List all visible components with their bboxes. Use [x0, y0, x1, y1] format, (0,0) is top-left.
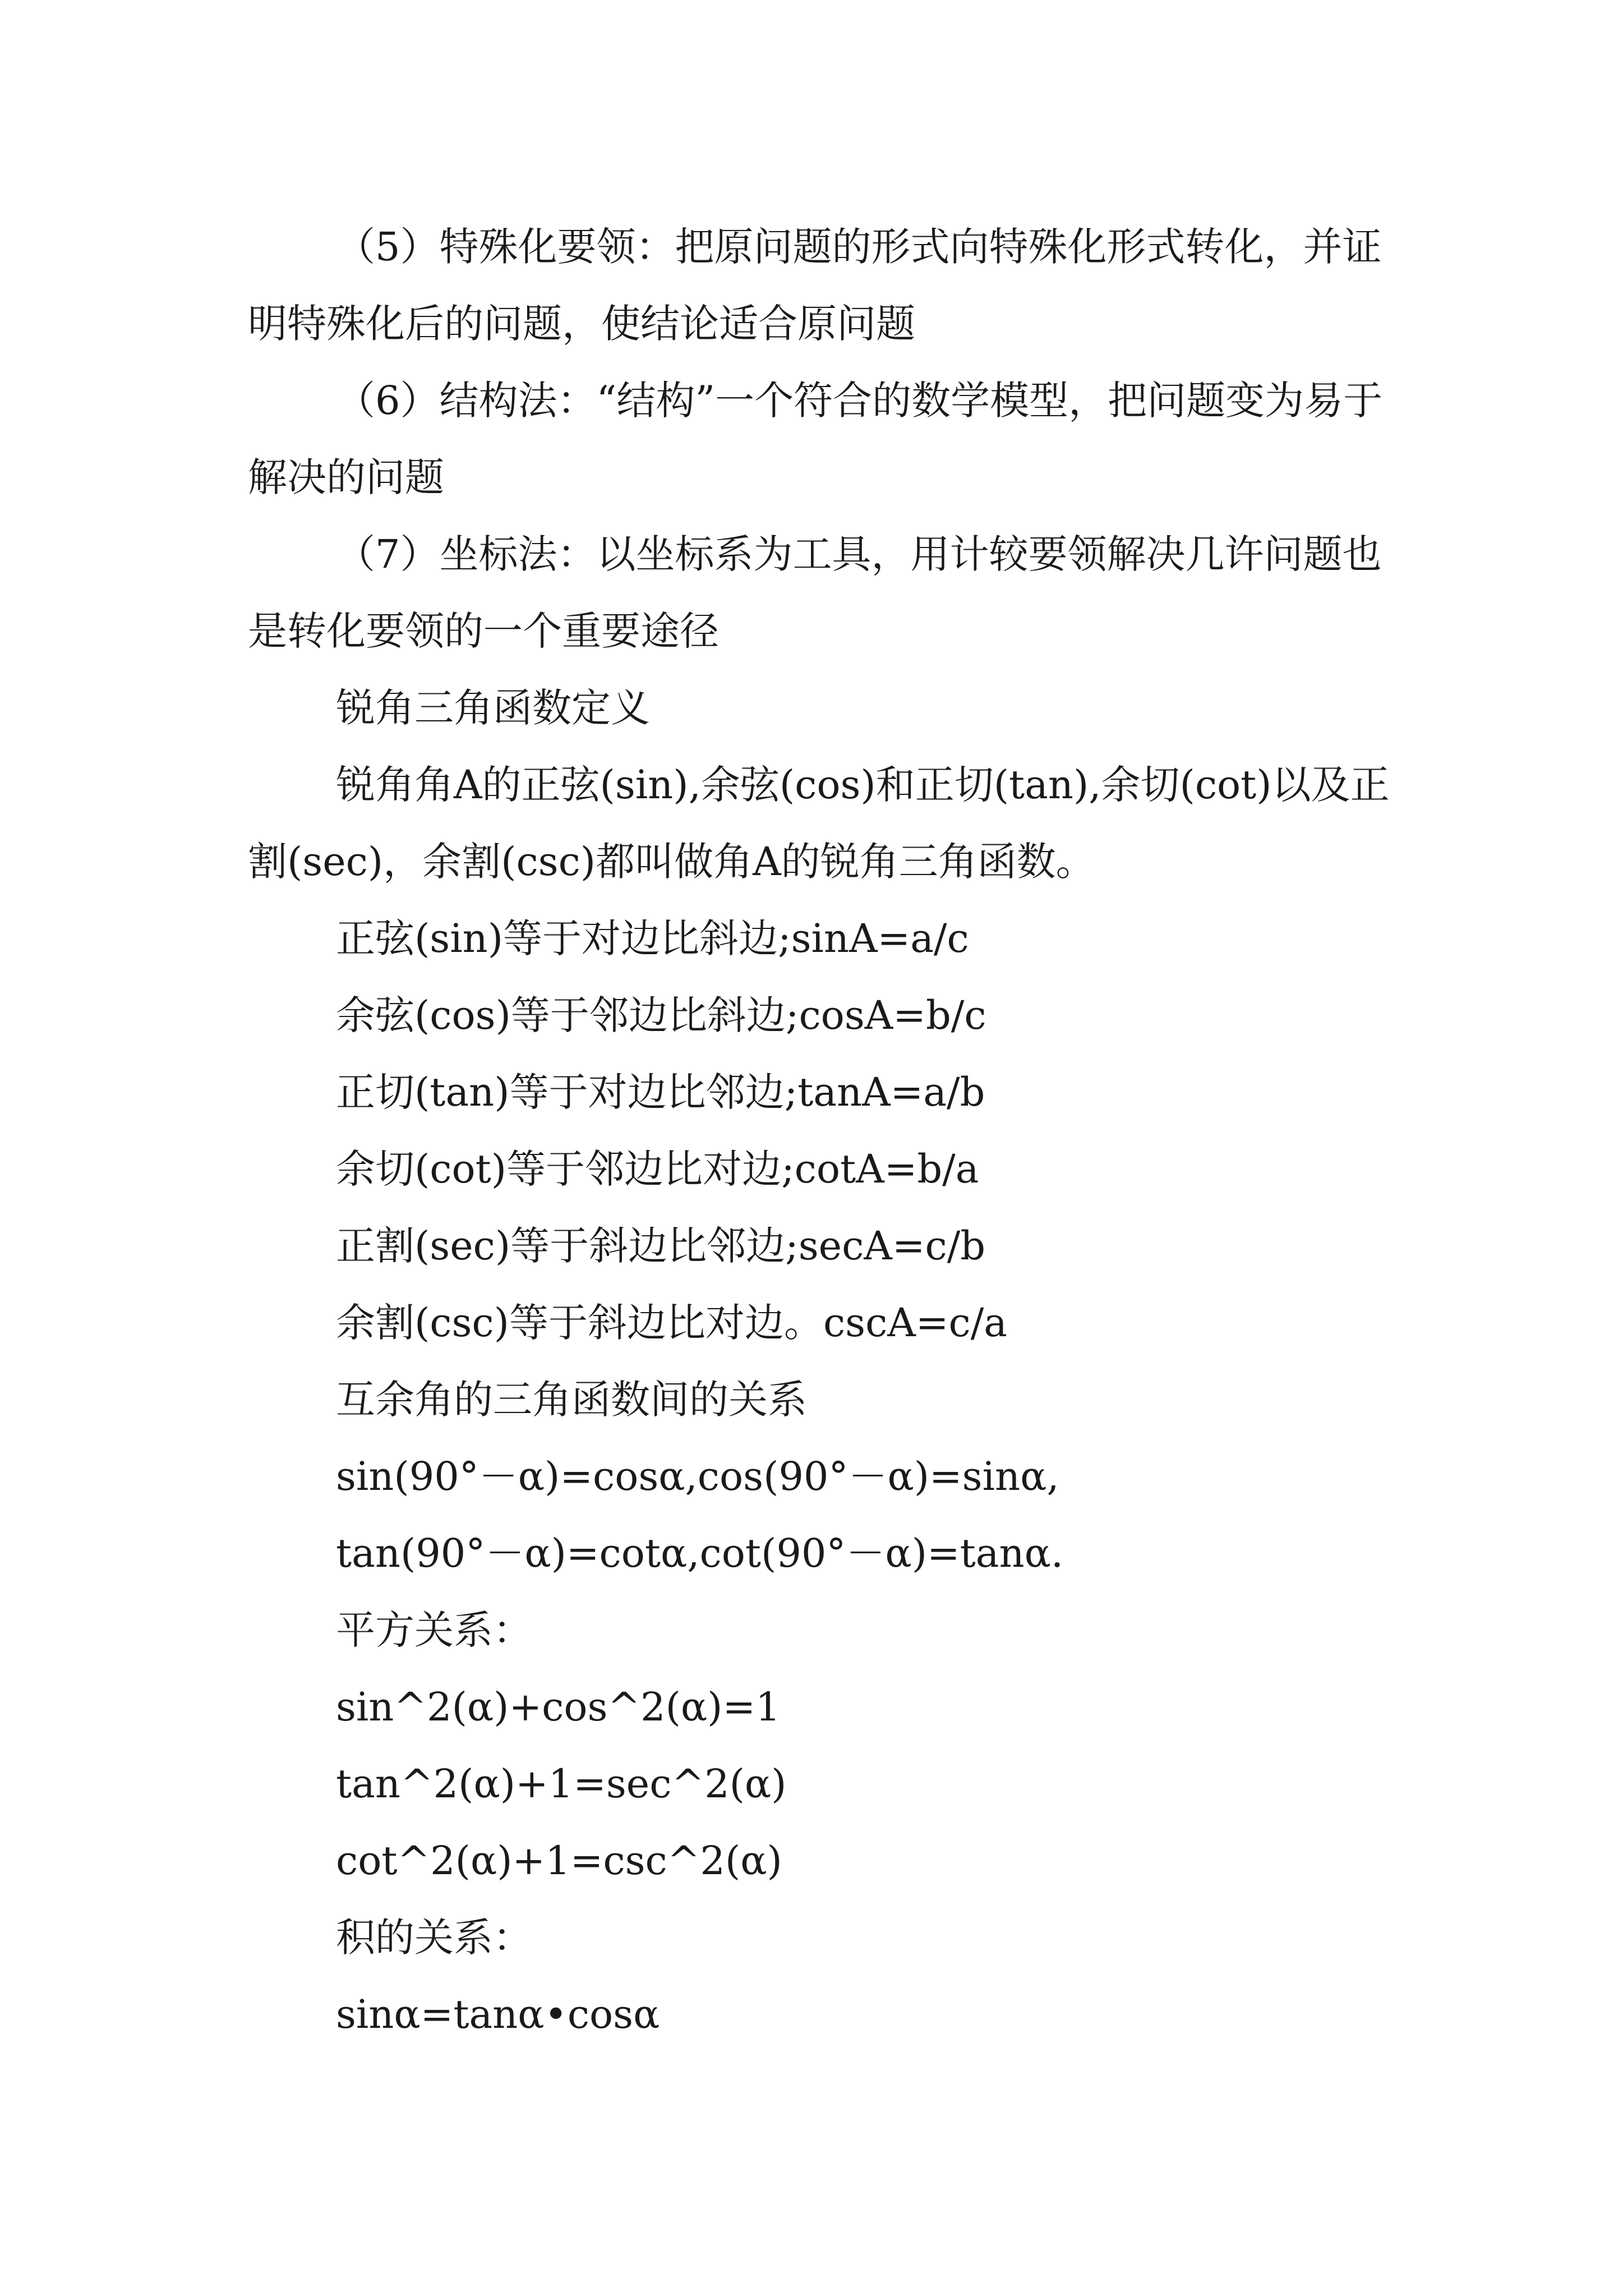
formula-cot-csc-square: cot^2(α)+1=csc^2(α) — [336, 1838, 782, 1884]
paragraph-acute-trig-functions: 锐角角A的正弦(sin),余弦(cos)和正切(tan),余切(cot)以及正割(sec)，余割(csc)都叫做角A的锐角三角函数。 — [248, 762, 1390, 885]
definition-tangent: 正切(tan)等于对边比邻边;tanA=a/b — [336, 1069, 985, 1115]
formula-complementary-tan-cot: tan(90°－α)=cotα,cot(90°－α)=tanα. — [336, 1530, 1064, 1576]
definition-cosecant: 余割(csc)等于斜边比对边。cscA=c/a — [336, 1300, 1008, 1346]
formula-sin-cos-square: sin^2(α)+cos^2(α)=1 — [336, 1684, 781, 1730]
definition-cotangent: 余切(cot)等于邻边比对边;cotA=b/a — [336, 1146, 979, 1192]
section-heading-acute-trig-definition: 锐角三角函数定义 — [336, 685, 650, 731]
paragraph-coordinate-method: （7）坐标法：以坐标系为工具，用计较要领解决几许问题也是转化要领的一个重要途径 — [248, 531, 1382, 654]
section-heading-product-relations: 积的关系： — [336, 1915, 532, 1961]
definition-secant: 正割(sec)等于斜边比邻边;secA=c/b — [336, 1223, 986, 1269]
definition-cosine: 余弦(cos)等于邻边比斜边;cosA=b/c — [336, 992, 986, 1038]
formula-complementary-sin-cos: sin(90°－α)=cosα,cos(90°－α)=sinα, — [336, 1453, 1059, 1499]
section-heading-square-relations: 平方关系： — [336, 1607, 532, 1653]
section-heading-complementary-angles: 互余角的三角函数间的关系 — [336, 1377, 807, 1423]
formula-sin-product: sinα=tanα•cosα — [336, 1991, 660, 2037]
definition-sine: 正弦(sin)等于对边比斜边;sinA=a/c — [336, 915, 969, 961]
paragraph-construction-method: （6）结构法：“结构”一个符合的数学模型，把问题变为易于解决的问题 — [248, 378, 1383, 500]
document-body — [248, 209, 1392, 2053]
formula-tan-sec-square: tan^2(α)+1=sec^2(α) — [336, 1761, 787, 1807]
paragraph-specialization-method: （5）特殊化要领：把原问题的形式向特殊化形式转化，并证明特殊化后的问题，使结论适合原问题 — [248, 224, 1382, 347]
